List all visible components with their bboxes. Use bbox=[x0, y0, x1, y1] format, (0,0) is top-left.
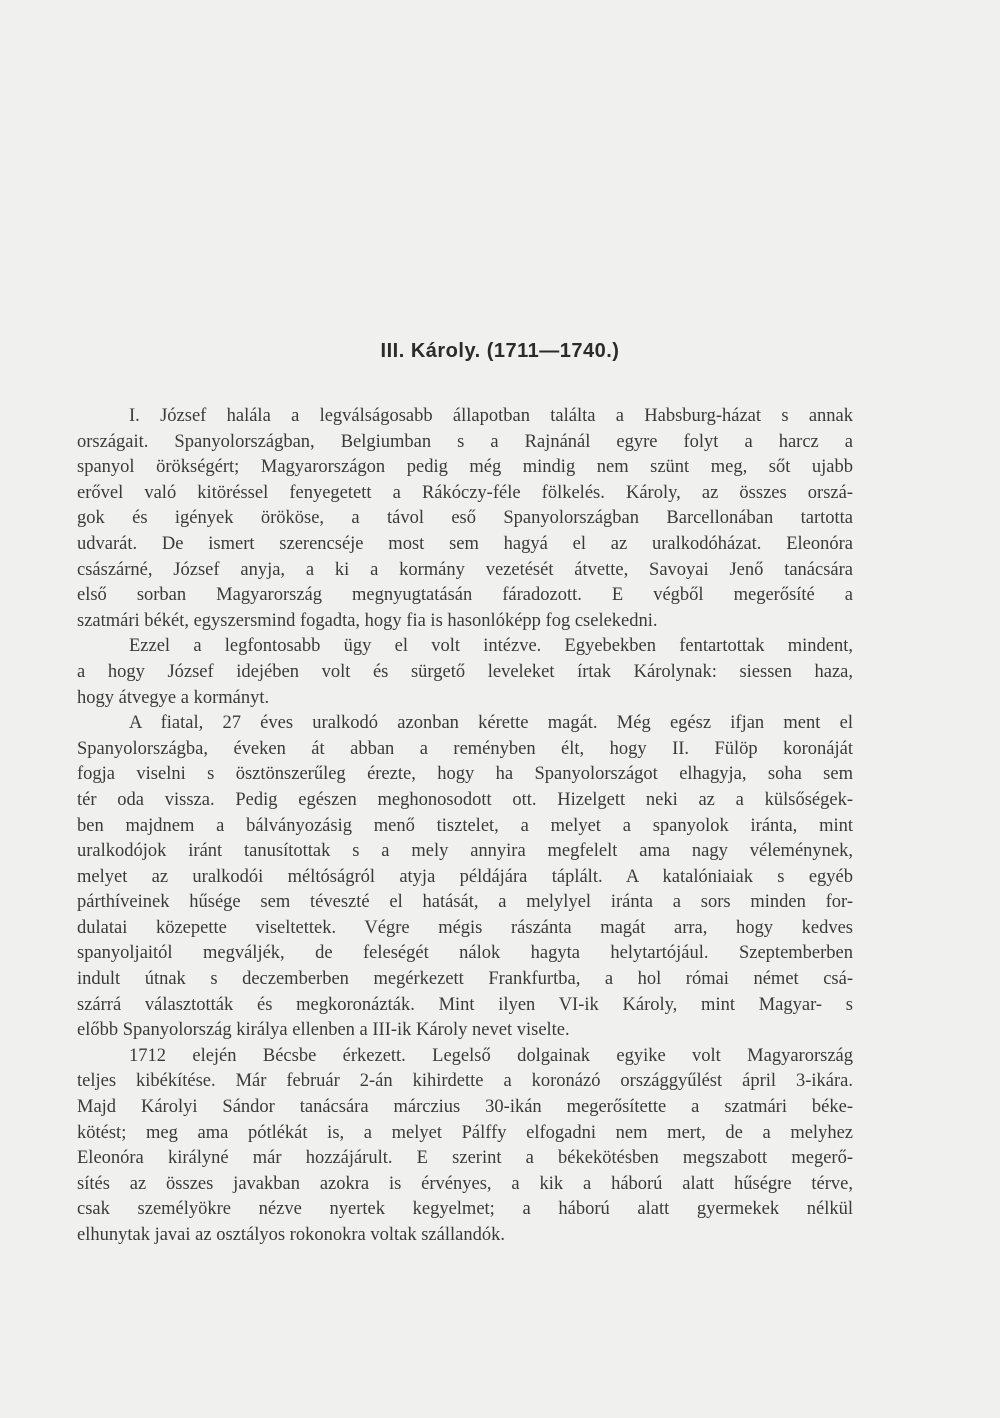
text-line: csak személyökre nézve nyertek kegyelmet; a háború alatt gyermekek nélkül bbox=[77, 1199, 853, 1220]
text-line: császárné, József anyja, a ki a kormány vezetését átvette, Savoyai Jenő tanácsára bbox=[77, 559, 853, 580]
text-line: indult útnak s deczemberben megérkezett Frankfurtba, a hol római német csá- bbox=[77, 969, 853, 990]
text-line: Majd Károlyi Sándor tanácsára márczius 30-ikán megerősítette a szatmári béke- bbox=[77, 1097, 853, 1118]
text-line: I. József halála a legválságosabb állapotban találta a Habsburg-házat s annak bbox=[129, 406, 853, 426]
text-line: párthíveinek hűsége sem téveszté el hatását, a melylyel iránta a sors minden for- bbox=[77, 892, 853, 913]
text-line: teljes kibékítése. Már február 2-án kihirdette a koronázó országgyűlést ápril 3-ikára. bbox=[77, 1071, 853, 1092]
text-line: hogy átvegye a kormányt. bbox=[77, 687, 270, 708]
text-line: Spanyolországba, éveken át abban a reményben élt, hogy II. Fülöp koronáját bbox=[77, 738, 853, 759]
text-line: udvarát. De ismert szerencséje most sem hagyá el az uralkodóházat. Eleonóra bbox=[77, 533, 853, 554]
text-line: uralkodójok iránt tanusítottak s a mely annyira megfelelt ama nagy véleménynek, bbox=[77, 841, 853, 862]
text-line: kötést; meg ama pótlékát is, a melyet Pálffy elfogadni nem mert, de a melyhez bbox=[77, 1122, 853, 1143]
text-line: Ezzel a legfontosabb ügy el volt intézve. Egyebekben fentartottak mindent, bbox=[129, 636, 853, 657]
text-line: első sorban Magyarország megnyugtatásán fáradozott. E végből megerősíté a bbox=[77, 585, 853, 606]
text-line: 1712 elején Bécsbe érkezett. Legelső dolgainak egyike volt Magyarország bbox=[129, 1045, 853, 1066]
text-line: szárrá választották és megkoronázták. Mint ilyen VI-ik Károly, mint Magyar- s bbox=[77, 994, 853, 1015]
text-line: melyet az uralkodói méltóságról atyja példájára táplált. A katalóniaiak s egyéb bbox=[77, 866, 853, 887]
chapter-heading: III. Károly. (1711—1740.) bbox=[380, 340, 620, 362]
text-line: gok és igények örököse, a távol eső Spanyolországban Barcellonában tartotta bbox=[77, 508, 853, 529]
text-line: tér oda vissza. Pedig egészen meghonosodott ott. Hizelgett neki az a külsőségek- bbox=[77, 789, 853, 810]
text-line: elhunytak javai az osztályos rokonokra voltak szállandók. bbox=[77, 1225, 505, 1245]
text-line: ben majdnem a bálványozásig menő tisztelet, a melyet a spanyolok iránta, mint bbox=[77, 815, 853, 836]
text-line: dulatai közepette viseltettek. Végre mégis rászánta magát arra, hogy kedves bbox=[77, 917, 853, 938]
text-line: fogja viselni s ösztönszerűleg érezte, hogy ha Spanyolországot elhagyja, soha sem bbox=[77, 764, 853, 785]
text-line: Eleonóra királyné már hozzájárult. E szerint a békekötésben megszabott megerő- bbox=[77, 1148, 853, 1169]
text-line: erővel való kitöréssel fenyegetett a Rákóczy-féle fölkelés. Károly, az összes orszá- bbox=[77, 482, 853, 503]
text-line: A fiatal, 27 éves uralkodó azonban kérette magát. Még egész ifjan ment el bbox=[129, 713, 853, 734]
text-line: spanyol örökségért; Magyarországon pedig még mindig nem szünt meg, sőt ujabb bbox=[77, 457, 853, 478]
text-line: sítés az összes javakban azokra is érvényes, a kik a háború alatt hűségre térve, bbox=[77, 1173, 853, 1194]
text-line: a hogy József idejében volt és sürgető leveleket írtak Károlynak: siessen haza, bbox=[77, 661, 853, 682]
text-line: országait. Spanyolországban, Belgiumban s a Rajnánál egyre folyt a harcz a bbox=[77, 431, 853, 452]
text-line: spanyoljaitól megváljék, de feleségét nálok hagyta helytartójául. Szeptemberben bbox=[77, 943, 853, 964]
text-line: szatmári békét, egyszersmind fogadta, hogy fia is hasonlóképp fog cselekedni. bbox=[77, 610, 658, 631]
text-line: előbb Spanyolország királya ellenben a III-ik Károly nevet viselte. bbox=[77, 1020, 570, 1041]
body-text bbox=[77, 404, 853, 1249]
